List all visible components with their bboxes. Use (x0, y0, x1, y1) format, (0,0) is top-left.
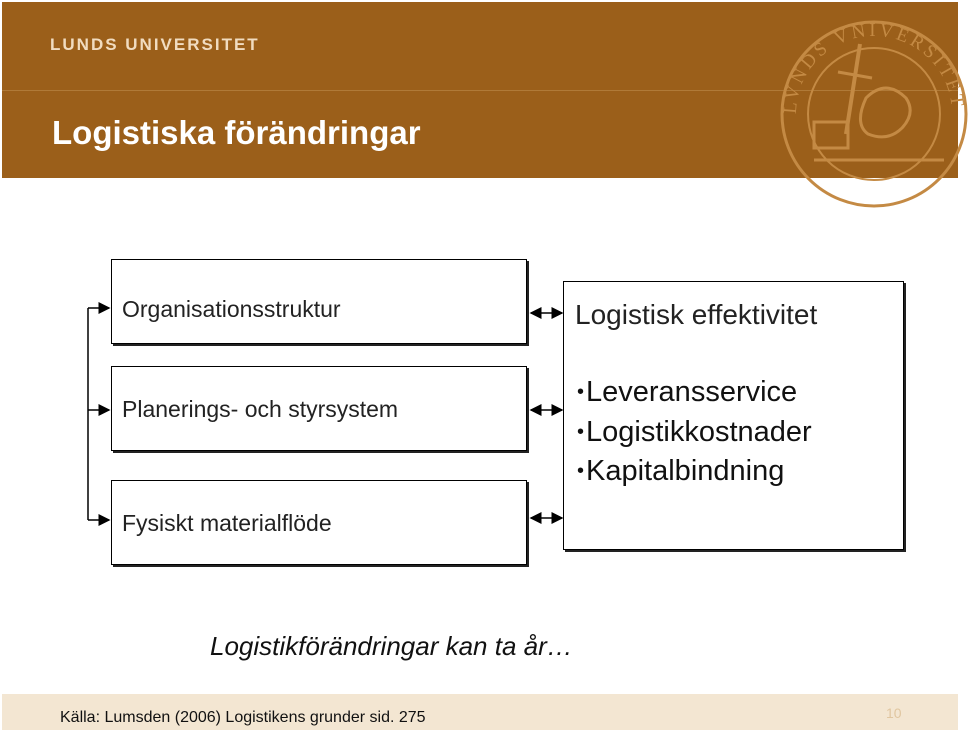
source-citation: Källa: Lumsden (2006) Logistikens grunder sid. 275 (60, 709, 426, 726)
bullet-icon: • (577, 421, 585, 443)
bullet-icon: • (577, 381, 585, 403)
page-number: 10 (886, 705, 902, 721)
bullet-icon: • (577, 460, 585, 482)
result-item-label: Logistikkostnader (586, 416, 812, 448)
connector-arrows (2, 2, 958, 730)
feedback-bracket (88, 308, 109, 520)
slide-title: Logistiska förändringar (52, 114, 421, 151)
results-heading: Logistisk effektivitet (575, 299, 818, 330)
factor-label-organisation: Organisationsstruktur (122, 296, 341, 322)
university-name: LUNDS UNIVERSITET (50, 35, 260, 54)
factor-label-planning: Planerings- och styrsystem (122, 396, 399, 422)
result-item-label: Leveransservice (586, 376, 798, 408)
svg-text:LVNDS VNIVERSITET: LVNDS VNIVERSITET (779, 19, 969, 115)
factor-label-material-flow: Fysiskt materialflöde (122, 510, 332, 536)
result-item-label: Kapitalbindning (586, 455, 785, 487)
slide (2, 2, 969, 730)
tagline: Logistikförändringar kan ta år… (210, 631, 573, 661)
